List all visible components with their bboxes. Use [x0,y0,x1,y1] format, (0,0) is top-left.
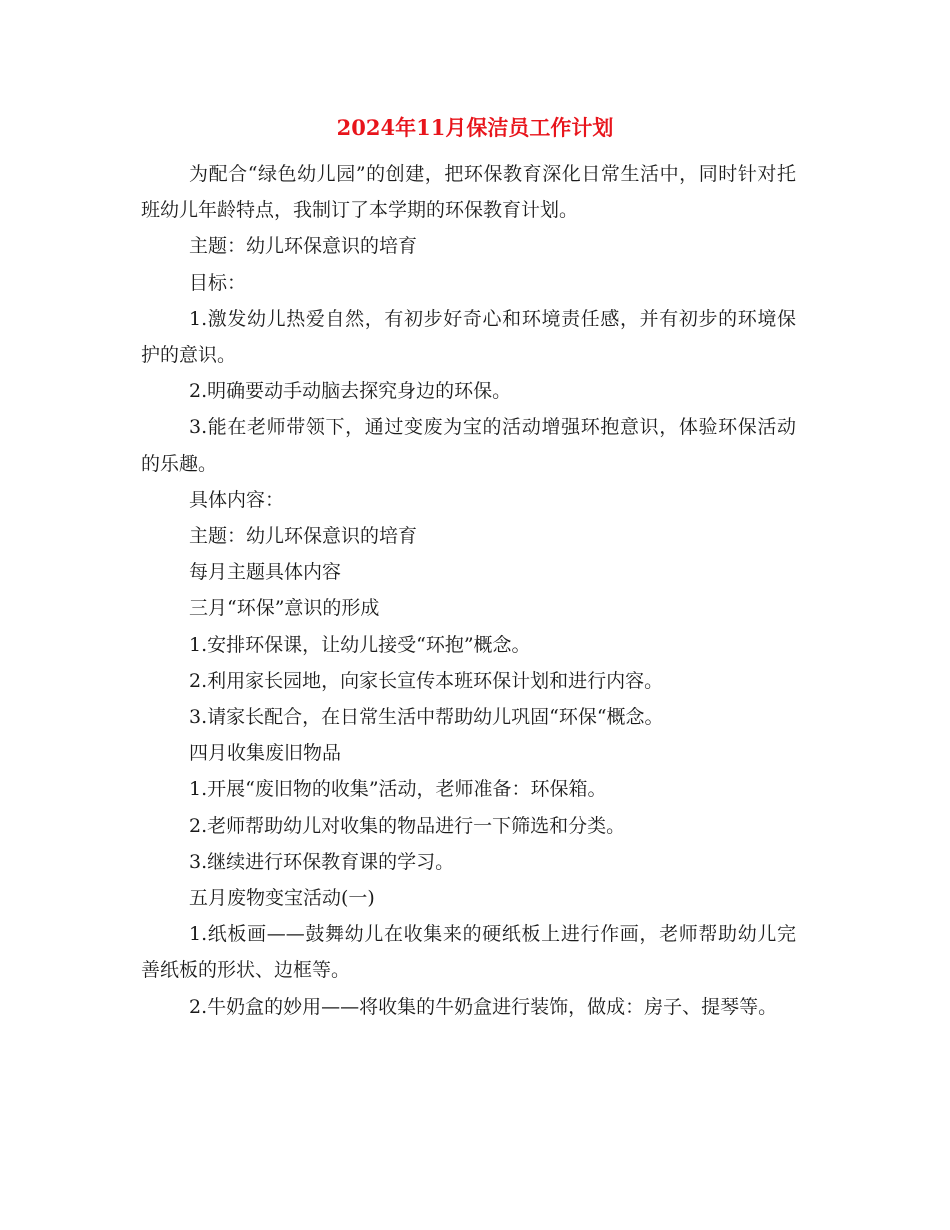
paragraph-goal-1: 1.激发幼儿热爱自然，有初步好奇心和环境责任感，并有初步的环境保护的意识。 [141,307,796,367]
paragraph-may-1: 1.纸板画——鼓舞幼儿在收集来的硬纸板上进行作画，老师帮助幼儿完善纸板的形状、边框等。 [141,923,796,982]
paragraph-goals-heading: 目标： [189,271,247,294]
paragraph-theme: 主题：幼儿环保意识的培育 [189,235,418,258]
paragraph-goal-3: 3.能在老师带领下，通过变废为宝的活动增强环抱意识，体验环保活动的乐趣。 [141,416,796,475]
paragraph-goal-2: 2.明确要动手动脑去探究身边的环保。 [189,380,512,403]
paragraph-may-2: 2.牛奶盒的妙用——将收集的牛奶盒进行装饰，做成：房子、提琴等。 [189,995,778,1018]
paragraph-may-heading: 五月废物变宝活动(一) [189,887,375,910]
paragraph-theme-repeat: 主题：幼儿环保意识的培育 [189,525,418,548]
document-body [141,156,796,1025]
paragraph-intro: 为配合“绿色幼儿园”的创建，把环保教育深化日常生活中，同时针对托班幼儿年龄特点，我制订了本学期的环保教育计划。 [141,163,796,222]
paragraph-april-3: 3.继续进行环保教育课的学习。 [189,850,455,873]
paragraph-april-1: 1.开展“废旧物的收集”活动，老师准备：环保箱。 [189,778,607,801]
document-title: 2024年11月保洁员工作计划 [336,115,614,140]
paragraph-april-heading: 四月收集废旧物品 [189,742,342,765]
paragraph-monthly-heading: 每月主题具体内容 [189,561,342,584]
paragraph-march-2: 2.利用家长园地，向家长宣传本班环保计划和进行内容。 [189,669,664,692]
paragraph-march-heading: 三月“环保”意识的形成 [189,597,380,620]
paragraph-march-1: 1.安排环保课，让幼儿接受“环抱”概念。 [189,633,531,656]
paragraph-march-3: 3.请家长配合，在日常生活中帮助幼儿巩固“环保“概念。 [189,706,664,729]
paragraph-april-2: 2.老师帮助幼儿对收集的物品进行一下筛选和分类。 [189,814,626,837]
paragraph-content-heading: 具体内容： [189,488,285,511]
